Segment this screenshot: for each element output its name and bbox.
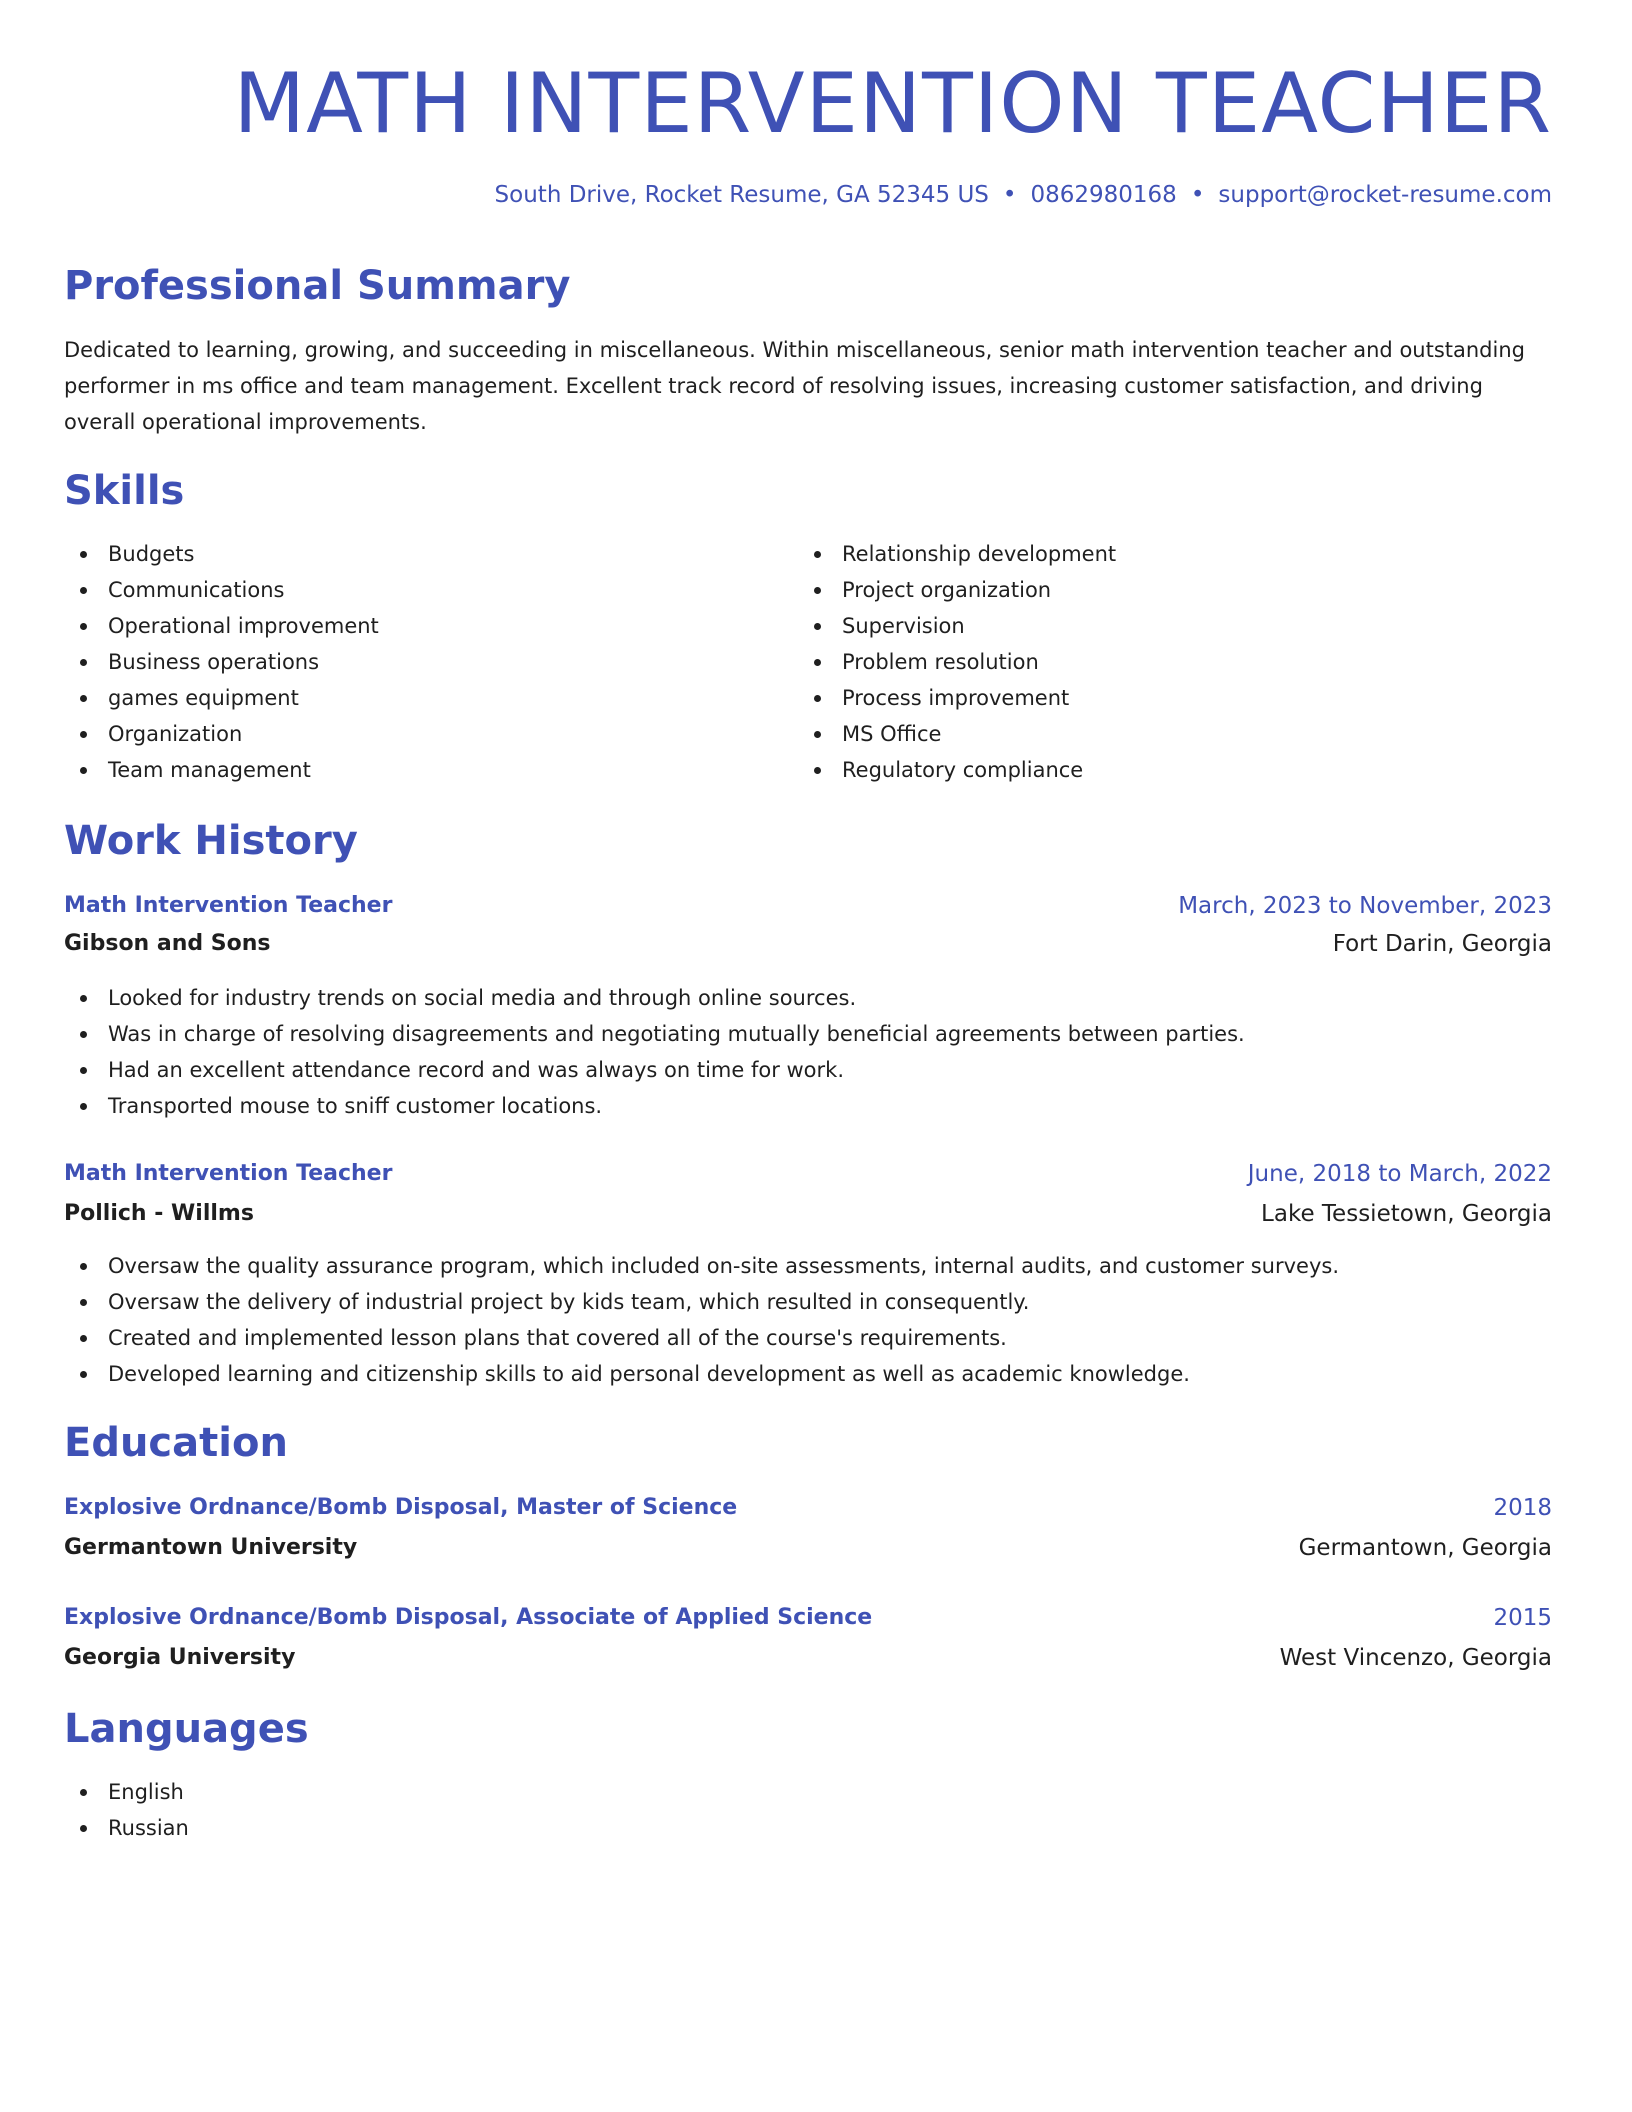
skill-item: Project organization bbox=[798, 572, 1116, 608]
separator-dot: • bbox=[1190, 182, 1205, 208]
education-year: 2015 bbox=[1493, 1605, 1552, 1631]
job-bullet: Created and implemented lesson plans that covered all of the course's requirements. bbox=[64, 1320, 1339, 1356]
education-school: Georgia University bbox=[64, 1645, 296, 1670]
skill-item: Organization bbox=[64, 716, 379, 752]
section-title-education: Education bbox=[64, 1420, 288, 1466]
skill-item: Supervision bbox=[798, 608, 1116, 644]
separator-dot: • bbox=[1002, 182, 1017, 208]
section-title-languages: Languages bbox=[64, 1706, 309, 1752]
job-bullet: Developed learning and citizenship skills to aid personal development as well as academic knowledge. bbox=[64, 1356, 1339, 1392]
skill-item: Business operations bbox=[64, 644, 379, 680]
skill-item: Budgets bbox=[64, 536, 379, 572]
resume-page bbox=[64, 0, 1552, 2112]
contact-line bbox=[495, 178, 1552, 212]
job-company: Gibson and Sons bbox=[64, 931, 271, 956]
languages-list bbox=[64, 1774, 189, 1846]
education-subheader bbox=[64, 1640, 1552, 1676]
skill-item: Communications bbox=[64, 572, 379, 608]
language-item: English bbox=[64, 1774, 189, 1810]
education-school: Germantown University bbox=[64, 1535, 358, 1560]
job-bullet: Transported mouse to sniff customer locations. bbox=[64, 1088, 1245, 1124]
skill-item: Regulatory compliance bbox=[798, 752, 1116, 788]
education-location: West Vincenzo, Georgia bbox=[1279, 1645, 1552, 1671]
job-bullet: Was in charge of resolving disagreements and negotiating mutually beneficial agreements between parties. bbox=[64, 1016, 1245, 1052]
job-subheader bbox=[64, 1196, 1552, 1232]
education-header bbox=[64, 1490, 1552, 1526]
contact-email: support@rocket-resume.com bbox=[1218, 182, 1552, 208]
skill-item: Operational improvement bbox=[64, 608, 379, 644]
job-subheader bbox=[64, 926, 1552, 962]
job-bullet: Looked for industry trends on social media and through online sources. bbox=[64, 980, 1245, 1016]
education-year: 2018 bbox=[1493, 1495, 1552, 1521]
section-title-summary: Professional Summary bbox=[64, 263, 571, 309]
job-header bbox=[64, 1156, 1552, 1192]
job-bullets bbox=[64, 980, 1245, 1124]
job-company: Pollich - Willms bbox=[64, 1201, 254, 1226]
job-location: Lake Tessietown, Georgia bbox=[1261, 1201, 1552, 1227]
job-bullet: Had an excellent attendance record and was always on time for work. bbox=[64, 1052, 1245, 1088]
job-bullets bbox=[64, 1248, 1339, 1392]
skills-list-right bbox=[798, 536, 1116, 788]
job-title: Math Intervention Teacher bbox=[64, 1161, 393, 1186]
summary-text: Dedicated to learning, growing, and succeeding in miscellaneous. Within miscellaneous, senior math intervention teacher and outstanding performer in ms office and team management. Excellent track record of resolving issues, increasing customer satisfaction, and driving overall operational improvements. bbox=[64, 338, 1525, 434]
job-bullet: Oversaw the delivery of industrial project by kids team, which resulted in consequently. bbox=[64, 1284, 1339, 1320]
job-location: Fort Darin, Georgia bbox=[1332, 931, 1552, 957]
job-header bbox=[64, 888, 1552, 924]
education-location: Germantown, Georgia bbox=[1298, 1535, 1552, 1561]
language-item: Russian bbox=[64, 1810, 189, 1846]
education-degree: Explosive Ordnance/Bomb Disposal, Master of Science bbox=[64, 1495, 738, 1520]
skill-item: games equipment bbox=[64, 680, 379, 716]
education-header bbox=[64, 1600, 1552, 1636]
skill-item: Team management bbox=[64, 752, 379, 788]
education-subheader bbox=[64, 1530, 1552, 1566]
job-title: Math Intervention Teacher bbox=[64, 893, 393, 918]
contact-phone: 0862980168 bbox=[1030, 182, 1177, 208]
skill-item: Problem resolution bbox=[798, 644, 1116, 680]
skill-item: Relationship development bbox=[798, 536, 1116, 572]
section-title-work-history: Work History bbox=[64, 818, 358, 864]
section-title-skills: Skills bbox=[64, 468, 185, 514]
skill-item: MS Office bbox=[798, 716, 1116, 752]
job-dates: June, 2018 to March, 2022 bbox=[1247, 1161, 1552, 1187]
education-degree: Explosive Ordnance/Bomb Disposal, Associate of Applied Science bbox=[64, 1605, 873, 1630]
skills-list-left bbox=[64, 536, 379, 788]
job-dates: March, 2023 to November, 2023 bbox=[1178, 893, 1552, 919]
skill-item: Process improvement bbox=[798, 680, 1116, 716]
job-bullet: Oversaw the quality assurance program, which included on-site assessments, internal audits, and customer surveys. bbox=[64, 1248, 1339, 1284]
resume-name: MATH INTERVENTION TEACHER bbox=[233, 55, 1552, 152]
contact-address: South Drive, Rocket Resume, GA 52345 US bbox=[494, 182, 989, 208]
